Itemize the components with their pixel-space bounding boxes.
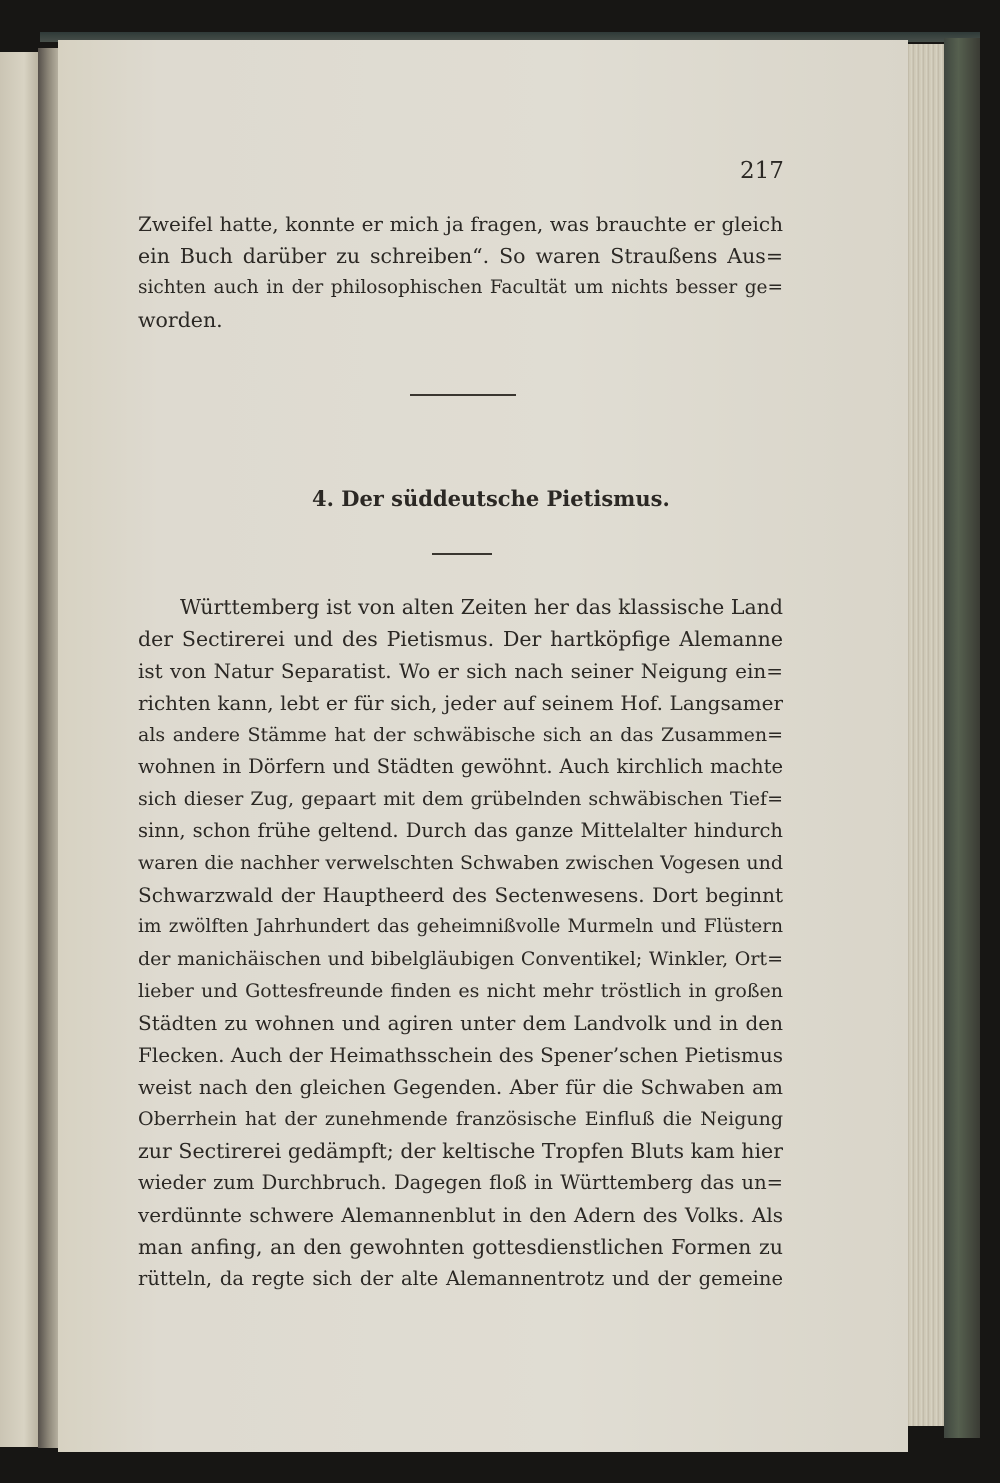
body-line: sinn, schon frühe geltend. Durch das ganze Mittelalter hindurch [138, 819, 783, 842]
body-line: wohnen in Dörfern und Städten gewöhnt. Auch kirchlich machte [138, 755, 783, 778]
section-heading: 4. Der süddeutsche Pietismus. [312, 486, 670, 511]
continuation-line-1: Zweifel hatte, konnte er mich ja fragen, was brauchte er gleich [138, 212, 783, 236]
body-line: Städten zu wohnen und agiren unter dem Landvolk und in den [138, 1011, 783, 1035]
facing-page-edge [0, 52, 40, 1447]
section-divider-top [410, 394, 516, 396]
body-line: rütteln, da regte sich der alte Alemannentrotz und der gemeine [138, 1267, 783, 1290]
continuation-line-3: sichten auch in der philosophischen Facultät um nichts besser ge= [138, 277, 783, 298]
body-line: verdünnte schwere Alemannenblut in den Adern des Volks. Als [138, 1203, 783, 1227]
body-line: der Sectirerei und des Pietismus. Der hartköpfige Alemanne [138, 627, 783, 651]
body-line: sich dieser Zug, gepaart mit dem grübelnden schwäbischen Tief= [138, 788, 783, 810]
body-line: Oberrhein hat der zunehmende französische Einfluß die Neigung [138, 1108, 783, 1130]
body-line: zur Sectirerei gedämpft; der keltische Tropfen Bluts kam hier [138, 1139, 783, 1163]
page-number: 217 [740, 158, 784, 184]
body-line: Schwarzwald der Hauptheerd des Sectenwesens. Dort beginnt [138, 883, 783, 907]
continuation-line-2: ein Buch darüber zu schreiben“. So waren Straußens Aus= [138, 244, 783, 268]
body-line: im zwölften Jahrhundert das geheimnißvolle Murmeln und Flüstern [138, 916, 783, 937]
body-line: man anfing, an den gewohnten gottesdienstlichen Formen zu [138, 1235, 783, 1259]
body-line: der manichäischen und bibelgläubigen Conventikel; Winkler, Ort= [138, 948, 783, 970]
body-line: waren die nachher verwelschten Schwaben zwischen Vogesen und [138, 852, 783, 874]
continuation-line-4: worden. [138, 308, 223, 332]
book-cover-board [944, 38, 980, 1438]
body-line: Württemberg ist von alten Zeiten her das klassische Land [180, 595, 783, 619]
body-line: lieber und Gottesfreunde finden es nicht mehr tröstlich in großen [138, 980, 783, 1002]
body-line: Flecken. Auch der Heimathsschein des Spener’schen Pietismus [138, 1043, 783, 1067]
section-divider-bottom [432, 553, 492, 555]
body-line: ist von Natur Separatist. Wo er sich nach seiner Neigung ein= [138, 659, 783, 683]
body-line: als andere Stämme hat der schwäbische sich an das Zusammen= [138, 724, 783, 746]
body-line: weist nach den gleichen Gegenden. Aber für die Schwaben am [138, 1075, 783, 1099]
body-line: wieder zum Durchbruch. Dagegen floß in Württemberg das un= [138, 1171, 783, 1194]
body-line: richten kann, lebt er für sich, jeder auf seinem Hof. Langsamer [138, 691, 783, 715]
